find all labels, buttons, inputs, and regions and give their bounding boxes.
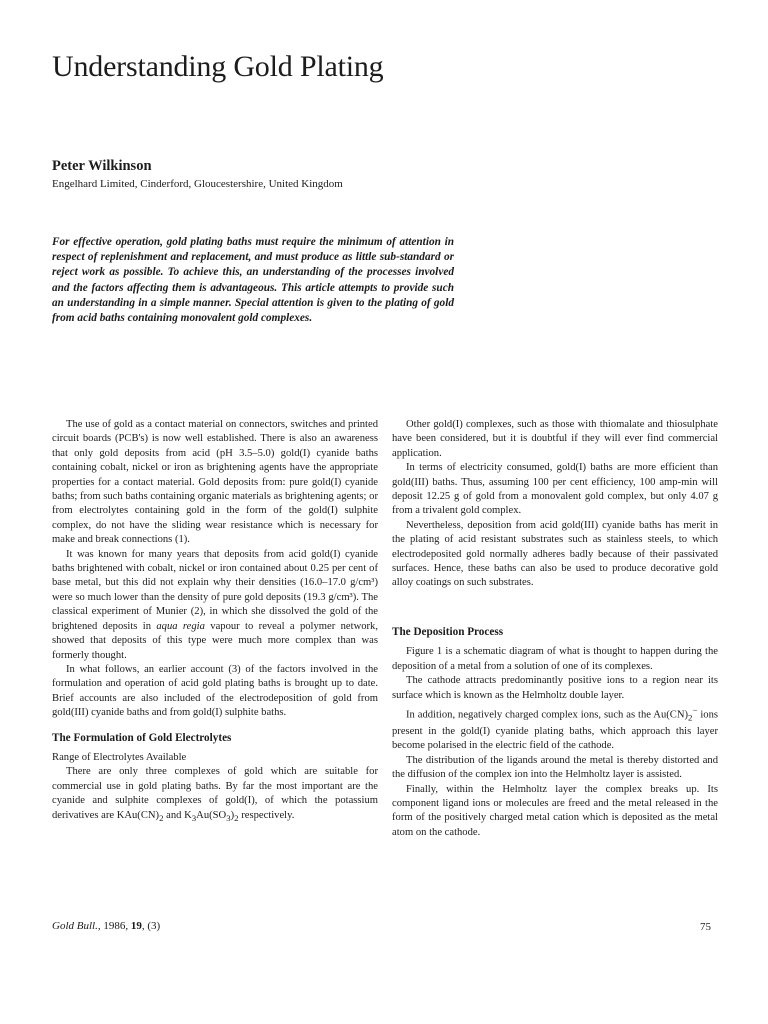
left-column [52, 418, 378, 825]
paragraph: Figure 1 is a schematic diagram of what is thought to happen during the deposition of a metal from a solution of one of its complexes. [392, 646, 718, 672]
text-span: respectively. [238, 809, 295, 821]
subscript: 3 [226, 812, 231, 823]
paragraph: In terms of electricity consumed, gold(I) baths are more efficient than gold(III) baths. Thus, assuming 100 per cent efficiency, 100 amp-min will deposit 12.25 g of gold from a monovalent gold complex, but only 4.07 g from a trivalent gold complex. [392, 462, 718, 517]
section-heading: The Formulation of Gold Electrolytes [52, 731, 232, 744]
subscript: 2 [159, 812, 164, 823]
superscript: − [692, 704, 698, 715]
paragraph [52, 548, 378, 663]
text-span: It was known for many years that deposits from acid gold(I) cyanide baths brightened with cobalt, nickel or iron contained about 0.25 per cent of base metal, but this did not explain why their densities (16.0–17.0 g/cm³) were so much lower than the density of pure gold deposits (19.3 g/cm³). The classical experiment of Munier (2), in which she dissolved the gold of the brightened deposits in [52, 548, 378, 632]
paragraph: The distribution of the ligands around the metal is thereby distorted and the diffusion of the complex ion into the Helmholtz layer is assisted. [392, 754, 718, 781]
subsection-heading: Range of Electrolytes Available [52, 751, 187, 763]
paragraph: In what follows, an earlier account (3) of the factors involved in the formulation and operation of acid gold plating baths is brought up to date. Brief accounts are also included of the electrodeposition of gold from gold(III) cyanide baths and from gold(I) sulphite baths. [52, 663, 378, 719]
subscript: 2 [234, 812, 239, 823]
citation-volume: 19 [130, 920, 142, 932]
subscript: 2 [688, 712, 693, 723]
paragraph: Other gold(I) complexes, such as those with thiomalate and thiosulphate have been considered, but it is doubtful if they will ever find commercial application. [392, 419, 718, 459]
paragraph: Nevertheless, deposition from acid gold(III) cyanide baths has merit in the plating of acid resistant substrates such as stainless steels, to which electrodeposited gold normally adheres badly because of their passivated surfaces. Hence, these baths can also be used to produce decorative gold alloy coatings on such substrates. [392, 519, 718, 589]
paragraph: Finally, within the Helmholtz layer the complex breaks up. Its component ligand ions or molecules are freed and the metal released in the form of the positively charged metal cation which is deposited as the metal atom on the cathode. [392, 783, 718, 838]
citation-year: , 1986, [97, 920, 131, 932]
paragraph [392, 703, 718, 754]
text-span: vapour to reveal a polymer network, showed that deposits of this type were much more complex than was formerly thought. [52, 620, 379, 661]
citation-footer [52, 920, 160, 932]
text-span: ions present in the gold(I) cyanide plating baths, which approach this layer become polarised in the electric field of the cathode. [392, 709, 718, 752]
text-span: There are only three complexes of gold which are suitable for commercial use in gold plating baths. By far the most important are the cyanide and sulphite complexes of gold(I), of which the potassium derivatives are KAu(CN) [52, 766, 378, 821]
text-span: Au(SO [196, 809, 227, 821]
paragraph: The cathode attracts predominantly positive ions to a region near its surface which is known as the Helmholtz double layer. [392, 675, 718, 701]
paragraph: The use of gold as a contact material on connectors, switches and printed circuit boards (PCB's) is now well established. There is also an awareness that only gold deposits from acid (pH 3.5–5.0) gold(I) cyanide baths containing cobalt, nickel or iron as brightening agents have the appropriate properties for a contact material. Gold deposits from: pure gold(I) cyanide baths; from such baths containing organic materials as brightening agents; or from electrolytes containing gold in the form of the gold(I) sulphite complex, do not have the sliding wear resistance which is necessary for make and break connections (1). [52, 419, 378, 546]
paragraph [52, 765, 378, 825]
citation-issue: , (3) [141, 920, 161, 932]
article-title: Understanding Gold Plating [52, 50, 384, 83]
right-column [392, 418, 718, 840]
section-heading: The Deposition Process [392, 625, 504, 638]
author-affiliation: Engelhard Limited, Cinderford, Gloucestershire, United Kingdom [52, 178, 343, 190]
journal-name: Gold Bull. [52, 920, 98, 932]
text-span: In addition, negatively charged complex ions, such as the Au(CN) [406, 709, 689, 721]
italic-term: aqua regia [156, 620, 205, 632]
text-span: ) [230, 809, 235, 821]
author-name: Peter Wilkinson [52, 158, 152, 174]
page-number: 75 [700, 921, 711, 933]
subscript: 3 [191, 812, 197, 823]
abstract: For effective operation, gold plating baths must require the minimum of attention in respect of replenishment and replacement, and must produce as little sub-standard or reject work as possible. To achieve this, an understanding of the processes involved and the factors affecting them is advantageous. This article attempts to provide such an understanding in a simple manner. Special attention is given to the plating of gold from acid baths containing monovalent gold complexes. [52, 236, 454, 325]
text-span: and K [163, 809, 192, 821]
